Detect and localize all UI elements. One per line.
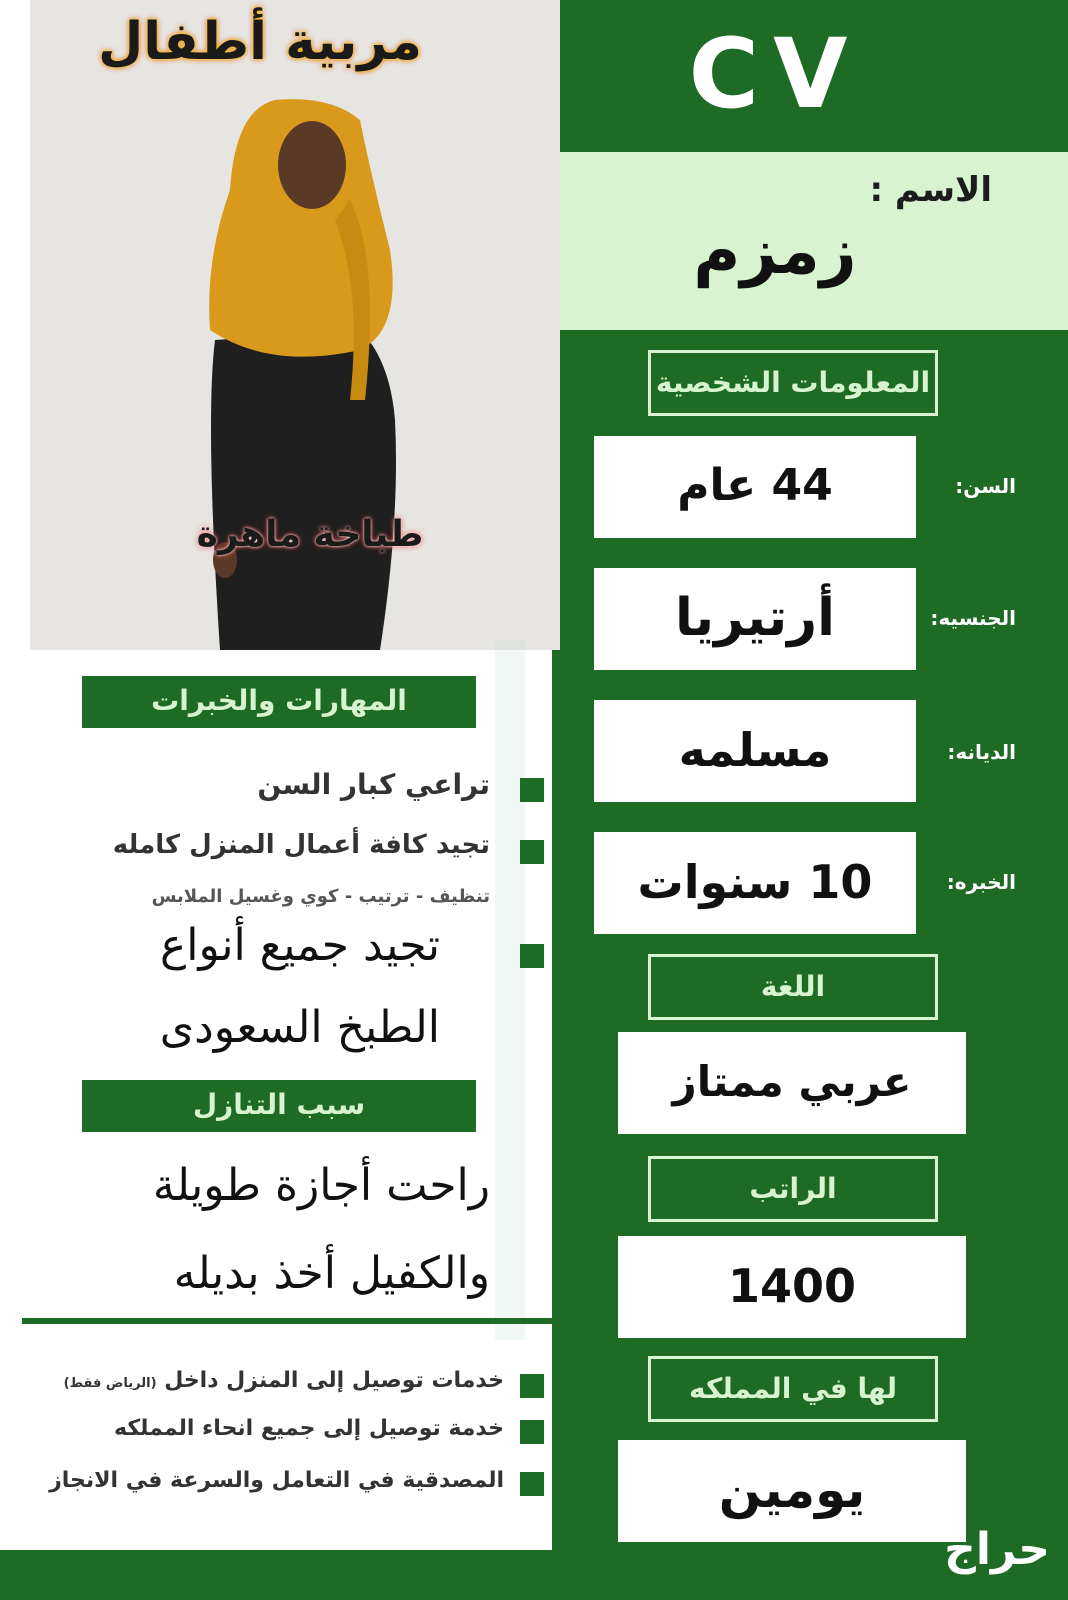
nationality-label: الجنسيه:	[930, 606, 1016, 630]
in-kingdom-value: يومين	[618, 1440, 966, 1542]
photo-title: مربية أطفال	[98, 12, 422, 72]
salary-value: 1400	[618, 1236, 966, 1338]
age-value: 44 عام	[594, 436, 916, 538]
service-item: المصدقية في التعامل والسرعة في الانجاز	[49, 1468, 504, 1493]
bullet-square-icon	[520, 778, 544, 802]
haraj-watermark: حراج	[944, 1524, 1050, 1575]
skills-panel-border	[552, 650, 560, 1550]
service-item	[30, 1368, 504, 1393]
service-item-text: خدمات توصيل إلى المنزل داخل	[164, 1368, 504, 1393]
skill-item: تجيد كافة أعمال المنزل كامله	[112, 830, 490, 860]
bullet-square-icon	[520, 1472, 544, 1496]
religion-value: مسلمه	[594, 700, 916, 802]
nationality-value: أرتيريا	[594, 568, 916, 670]
religion-label: الديانه:	[947, 740, 1016, 764]
language-value: عربي ممتاز	[618, 1032, 966, 1134]
bullet-square-icon	[520, 1420, 544, 1444]
cv-title: CV	[688, 18, 862, 130]
skill-item: تجيد جميع أنواع	[159, 920, 440, 971]
bullet-square-icon	[520, 1374, 544, 1398]
experience-label: الخبره:	[946, 870, 1016, 894]
language-header: اللغة	[648, 954, 938, 1020]
experience-value: 10 سنوات	[594, 832, 916, 934]
in-kingdom-header: لها في المملكه	[648, 1356, 938, 1422]
bullet-square-icon	[520, 944, 544, 968]
personal-info-header: المعلومات الشخصية	[648, 350, 938, 416]
skills-header: المهارات والخبرات	[82, 676, 476, 728]
tree-watermark-decoration	[495, 640, 525, 1340]
name-value: زمزم	[693, 215, 857, 289]
skill-item-continued: الطبخ السعودى	[159, 1002, 440, 1053]
name-label: الاسم :	[869, 170, 992, 210]
skill-item: تراعي كبار السن	[257, 768, 490, 801]
bullet-square-icon	[520, 840, 544, 864]
reason-line-2: والكفيل أخذ بديله	[173, 1248, 490, 1299]
reason-header: سبب التنازل	[82, 1080, 476, 1132]
skill-item-detail: تنظيف - ترتيب - كوي وغسيل الملابس	[151, 886, 490, 907]
photo-subtitle: طباخة ماهرة	[196, 514, 424, 555]
age-label: السن:	[955, 474, 1016, 498]
service-item: خدمة توصيل إلى جميع انحاء المملكه	[113, 1416, 504, 1441]
section-divider	[22, 1318, 562, 1324]
service-item-note: (الرياض فقط)	[63, 1376, 157, 1391]
salary-header: الراتب	[648, 1156, 938, 1222]
reason-line-1: راحت أجازة طويلة	[152, 1160, 490, 1211]
